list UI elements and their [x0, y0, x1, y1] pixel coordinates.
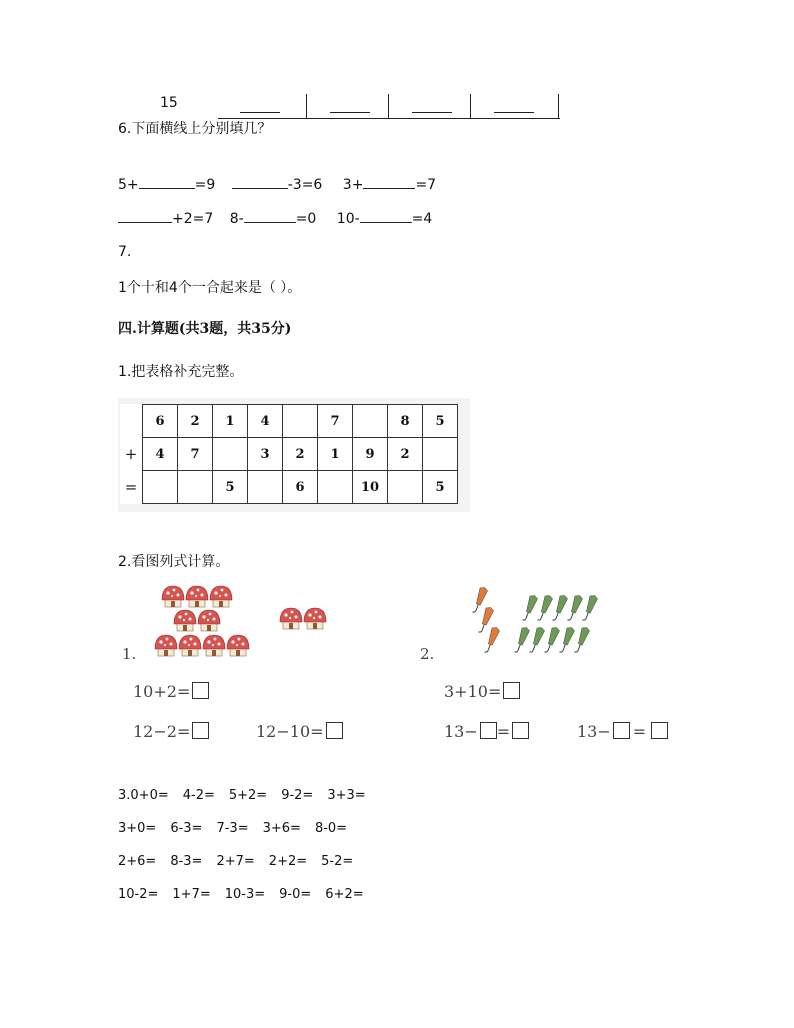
calc-item: 3.0+0=: [118, 788, 169, 803]
umbrella-icon: [558, 626, 575, 654]
empty-cell[interactable]: [178, 471, 213, 504]
calc-item: 8-3=: [170, 854, 203, 869]
mushroom-house-icon: [162, 586, 184, 607]
calc-item: 5-2=: [321, 854, 354, 869]
picture-1-label: 1.: [122, 645, 137, 663]
top-row: [160, 95, 178, 111]
q4-1-title: 1.把表格补充完整。: [118, 364, 244, 380]
operator-cell: +: [124, 445, 138, 463]
equals-sign: =: [496, 722, 511, 741]
table-cell: 5: [423, 471, 458, 504]
operator-cell: [120, 405, 143, 438]
table-cell: 3: [248, 438, 283, 471]
calc-item: 9-0=: [279, 887, 312, 902]
table-cell: 1: [318, 438, 353, 471]
calc-row: [118, 788, 380, 803]
calc-row: [118, 887, 378, 902]
q6-row1: [118, 176, 436, 193]
separator: [558, 94, 559, 118]
q6-post: =7: [415, 177, 437, 193]
equation-text: 13−: [577, 722, 611, 741]
q6-post: +2=7: [172, 211, 214, 227]
table-cell: 6: [283, 471, 318, 504]
table-cell: 2: [178, 405, 213, 438]
answer-blank[interactable]: [118, 210, 172, 223]
answer-box[interactable]: [503, 682, 520, 699]
table-row: [120, 471, 458, 504]
calc-item: 3+0=: [118, 821, 157, 836]
table-cell: 1: [213, 405, 248, 438]
q6-item: [118, 211, 213, 227]
calc-item: 10-3=: [224, 887, 266, 902]
calc-item: 4-2=: [182, 788, 215, 803]
umbrella-icon: [581, 594, 598, 622]
equation: [577, 722, 668, 741]
answer-box[interactable]: [326, 722, 343, 739]
calc-item: 3+6=: [262, 821, 301, 836]
separator: [470, 94, 471, 118]
table-cell: 4: [248, 405, 283, 438]
mushroom-house-icon: [186, 586, 208, 607]
q6-item: [343, 177, 436, 193]
calc-row: [118, 821, 361, 836]
calc-item: 9-2=: [281, 788, 314, 803]
mushroom-house-icon: [280, 608, 302, 629]
equation: [133, 722, 209, 741]
mushroom-house-icon: [174, 610, 196, 631]
separator: [388, 94, 389, 118]
equation: [256, 722, 343, 741]
answer-blank[interactable]: [360, 210, 412, 223]
umbrella-icon: [513, 626, 530, 654]
mushroom-house-icon: [155, 635, 177, 656]
umbrella-icon: [573, 626, 590, 654]
blank[interactable]: [240, 100, 280, 113]
calc-item: 10-2=: [118, 887, 159, 902]
answer-box[interactable]: [613, 722, 630, 739]
calc-row: [118, 854, 367, 869]
empty-cell[interactable]: [318, 471, 353, 504]
calc-item: 2+6=: [118, 854, 157, 869]
equation: [133, 682, 209, 701]
mushroom-house-icon: [304, 608, 326, 629]
answer-box[interactable]: [192, 682, 209, 699]
empty-cell[interactable]: [213, 438, 248, 471]
q6-pre: 10-: [336, 211, 360, 227]
table-cell: 4: [143, 438, 178, 471]
answer-box[interactable]: [480, 722, 497, 739]
q6-item: [118, 177, 215, 193]
umbrella-icon: [536, 594, 553, 622]
q6-post: =0: [295, 211, 317, 227]
q6-row2: [118, 210, 432, 227]
table-cell: 7: [178, 438, 213, 471]
table-cell: 5: [213, 471, 248, 504]
q6-item: [337, 211, 433, 227]
empty-cell[interactable]: [388, 471, 423, 504]
answer-box[interactable]: [651, 722, 668, 739]
equation-text: 3+10=: [444, 682, 502, 701]
table-cell: 8: [388, 405, 423, 438]
equation-text: 12−10=: [256, 722, 324, 741]
empty-cell[interactable]: [423, 438, 458, 471]
calc-item: 8-0=: [314, 821, 348, 836]
mushroom-house-icon: [198, 610, 220, 631]
table-cell: 5: [423, 405, 458, 438]
calc-item: 2+2=: [268, 854, 308, 869]
q4-2-title: 2.看图列式计算。: [118, 554, 230, 570]
fill-table: [120, 404, 458, 504]
mushroom-house-icon: [210, 586, 232, 607]
equation-text: 12−2=: [133, 722, 191, 741]
table-row: [120, 405, 458, 438]
q7-text: 1个十和4个一合起来是（ ）。: [118, 280, 302, 296]
mushroom-house-icon: [227, 635, 249, 656]
umbrella-icon: [543, 626, 560, 654]
mushroom-house-icon: [179, 635, 201, 656]
picture-2-label: 2.: [420, 645, 435, 663]
calc-item: 6-3=: [170, 821, 203, 836]
mushroom-picture: [152, 584, 337, 664]
table-cell: 7: [318, 405, 353, 438]
equals-sign: =: [632, 722, 647, 741]
blank[interactable]: [494, 100, 534, 113]
equation-text: 10+2=: [133, 682, 191, 701]
calc-item: 3+3=: [327, 788, 366, 803]
calc-item: 6+2=: [325, 887, 364, 902]
top-row-blanks: [218, 96, 560, 119]
umbrella-picture: [470, 586, 610, 658]
operator-cell: =: [124, 478, 138, 496]
q6-pre: 8-: [229, 211, 244, 227]
q6-post: =9: [194, 177, 216, 193]
calc-item: 7-3=: [216, 821, 249, 836]
empty-cell[interactable]: [143, 471, 178, 504]
q6-item: [230, 211, 317, 227]
umbrella-icon: [566, 594, 583, 622]
q6-pre: 5+: [118, 177, 139, 193]
umbrella-icon: [483, 626, 500, 654]
equation: [444, 682, 520, 701]
umbrella-icon: [528, 626, 545, 654]
q6-pre: 3+: [342, 177, 364, 193]
table-cell: 2: [283, 438, 318, 471]
equation: [444, 722, 529, 741]
blank[interactable]: [412, 100, 452, 113]
umbrella-icon: [521, 594, 538, 622]
calc-item: 1+7=: [172, 887, 211, 902]
umbrella-icon: [551, 594, 568, 622]
answer-box[interactable]: [512, 722, 529, 739]
table-cell: 2: [388, 438, 423, 471]
answer-box[interactable]: [192, 722, 209, 739]
calc-item: 5+2=: [228, 788, 268, 803]
empty-cell[interactable]: [248, 471, 283, 504]
mushroom-house-icon: [203, 635, 225, 656]
q6-post: -3=6: [287, 177, 323, 193]
q6-item: [232, 177, 323, 193]
separator: [306, 94, 307, 118]
table-cell: 6: [143, 405, 178, 438]
q6-title: 6.下面横线上分别填几？: [118, 121, 272, 137]
table-cell: 9: [353, 438, 388, 471]
q6-post: =4: [411, 211, 433, 227]
blank[interactable]: [330, 100, 370, 113]
answer-blank[interactable]: [232, 176, 288, 189]
q7-number: 7.: [118, 244, 132, 260]
section-title: 四.计算题(共3题，共35分): [118, 321, 292, 337]
top-row-number: 15: [160, 95, 178, 111]
answer-blank[interactable]: [363, 176, 415, 189]
table-cell: 10: [353, 471, 388, 504]
answer-blank[interactable]: [244, 210, 296, 223]
empty-cell[interactable]: [353, 405, 388, 438]
calc-item: 2+7=: [216, 854, 255, 869]
answer-blank[interactable]: [139, 176, 195, 189]
table-row: [120, 438, 458, 471]
equation-text: 13−: [444, 722, 478, 741]
empty-cell[interactable]: [283, 405, 318, 438]
